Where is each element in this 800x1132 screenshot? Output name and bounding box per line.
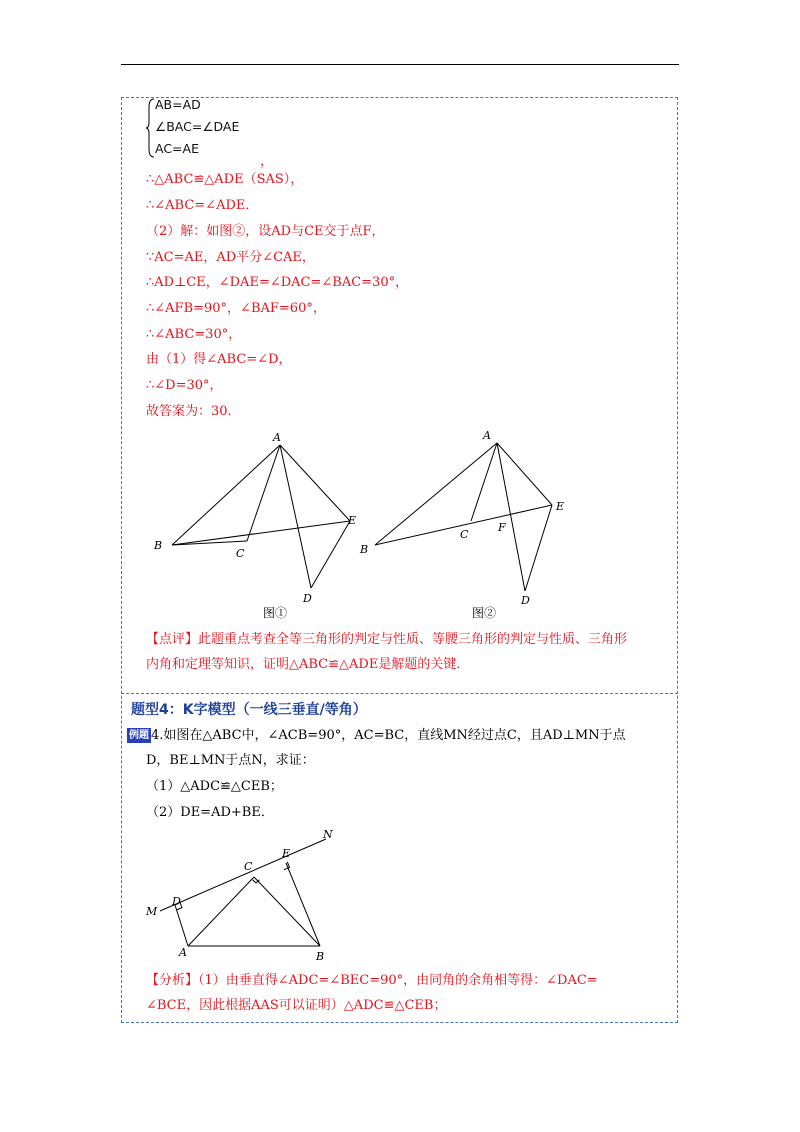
comment-line-1: 【点评】此题重点考查全等三角形的判定与性质、等腰三角形的判定与性质、三角形 bbox=[146, 632, 628, 647]
system-row-1: AB=AD bbox=[155, 97, 201, 112]
example-line-1: 4.如图在△ABC中，∠ACB=90°，AC=BC，直线MN经过点C，且AD⊥MN于点 bbox=[151, 728, 626, 743]
system-row-2: ∠BAC=∠DAE bbox=[155, 119, 240, 134]
fig3-label-c: C bbox=[244, 860, 253, 873]
fig2-label-c: C bbox=[460, 528, 469, 541]
equation-system bbox=[146, 97, 256, 161]
fig1-label-a: A bbox=[273, 431, 281, 444]
example-badge: 例题 bbox=[129, 730, 149, 741]
fig3-label-e: E bbox=[282, 847, 291, 860]
fig3-label-b: B bbox=[316, 950, 325, 963]
fig2-label-d: D bbox=[521, 594, 530, 607]
system-trail: ， bbox=[260, 154, 274, 169]
solution-line-2: ∴∠ABC=∠ADE． bbox=[146, 198, 259, 213]
figure-2 bbox=[355, 425, 595, 610]
fig2-label-e: E bbox=[556, 500, 565, 513]
fig1-label-b: B bbox=[154, 539, 163, 552]
fig3-label-d: D bbox=[172, 895, 181, 908]
comment-line-2: 内角和定理等知识，证明△ABC≌△ADE是解题的关键． bbox=[146, 657, 470, 672]
fig2-label-b: B bbox=[360, 543, 369, 556]
fig3-label-n: N bbox=[323, 828, 333, 841]
example-line-2: D，BE⊥MN于点N，求证： bbox=[146, 753, 315, 768]
fig3-label-m: M bbox=[146, 905, 158, 918]
header-rule bbox=[121, 64, 679, 65]
figure-1 bbox=[140, 425, 380, 610]
figure-1-caption: 图① bbox=[263, 606, 288, 620]
solution-line-8: 由（1）得∠ABC=∠D， bbox=[146, 352, 292, 367]
solution-line-5: ∴AD⊥CE，∠DAE=∠DAC=∠BAC=30°， bbox=[146, 275, 409, 290]
analysis-line-2: ∠BCE，因此根据AAS可以证明）△ADC≌△CEB； bbox=[146, 998, 447, 1013]
fig2-label-a: A bbox=[483, 429, 491, 442]
fig1-label-c: C bbox=[236, 547, 245, 560]
example-part-2: （2）DE=AD+BE． bbox=[146, 805, 274, 820]
fig1-label-e: E bbox=[348, 514, 357, 527]
solution-line-9: ∴∠D=30°， bbox=[146, 378, 223, 393]
system-row-3: AC=AE bbox=[155, 141, 199, 156]
solution-line-4: ∵AC=AE，AD平分∠CAE， bbox=[146, 250, 315, 265]
fig1-label-d: D bbox=[303, 592, 312, 605]
solution-line-10: 故答案为：30． bbox=[146, 404, 241, 419]
fig2-label-f: F bbox=[498, 521, 506, 534]
figure-2-caption: 图② bbox=[472, 606, 497, 620]
solution-line-3: （2）解：如图②，设AD与CE交于点F， bbox=[146, 224, 385, 239]
example-part-1: （1）△ADC≌△CEB； bbox=[146, 779, 283, 794]
solution-line-7: ∴∠ABC=30°， bbox=[146, 327, 242, 342]
solution-line-6: ∴∠AFB=90°，∠BAF=60°， bbox=[146, 301, 326, 316]
fig3-label-a: A bbox=[179, 946, 187, 959]
section-heading: 题型4：K字模型（一线三垂直/等角） bbox=[131, 702, 367, 718]
solution-line-1: ∴△ABC≌△ADE（SAS）， bbox=[146, 172, 304, 187]
figure-3 bbox=[140, 826, 340, 966]
section-divider bbox=[121, 693, 678, 694]
analysis-line-1: 【分析】（1）由垂直得∠ADC=∠BEC=90°，由同角的余角相等得：∠DAC= bbox=[146, 973, 598, 988]
